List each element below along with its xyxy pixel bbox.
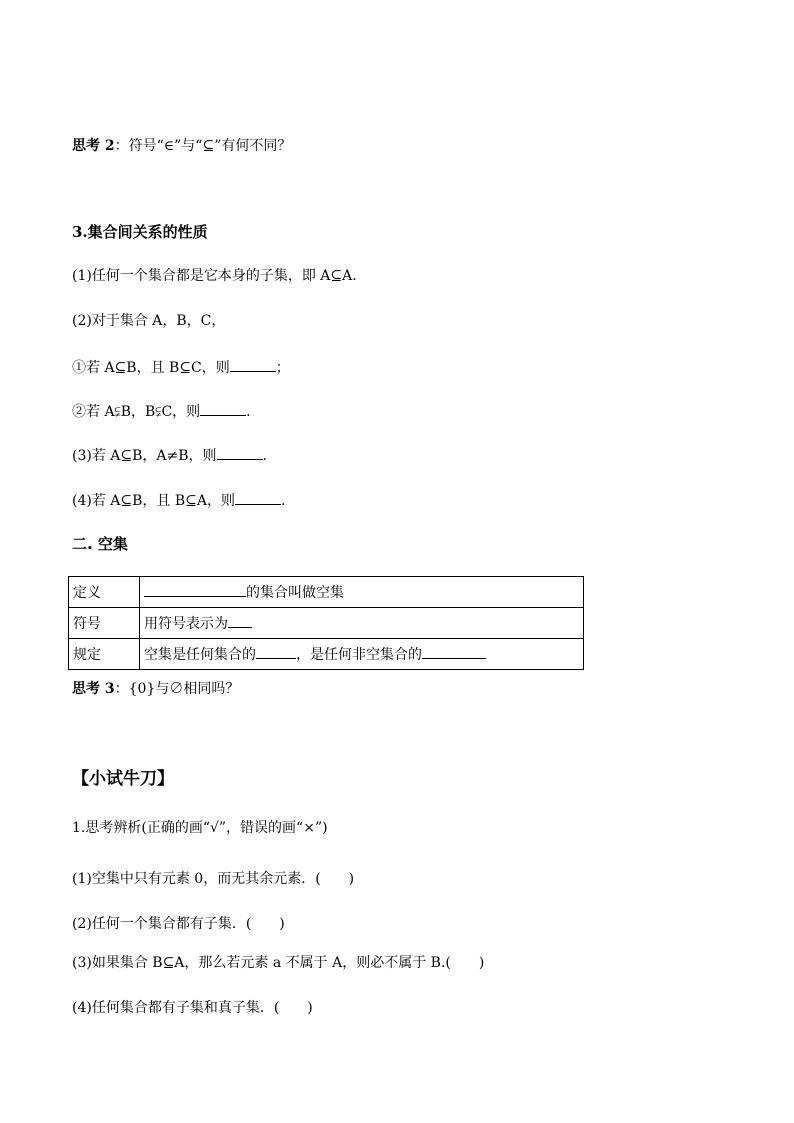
practice-title: 【小试牛刀】 xyxy=(72,769,174,789)
rule-text-b: ，是任何非空集合的 xyxy=(296,647,422,663)
p4-blank xyxy=(235,490,281,505)
section3-p2a xyxy=(72,357,290,377)
practice-q4: (4)任何集合都有子集和真子集．( ) xyxy=(72,1000,313,1016)
p3-text: (3)若 A⊆B，A≠B，则 xyxy=(72,448,217,464)
symbol-blank xyxy=(228,613,252,628)
empty-set-title: 二. 空集 xyxy=(72,535,128,553)
row-key-symbol: 符号 xyxy=(69,608,140,639)
p3-suffix: . xyxy=(262,448,267,464)
row-key-rule: 规定 xyxy=(69,639,140,670)
row-key-definition: 定义 xyxy=(69,577,140,608)
definition-blank xyxy=(144,582,246,597)
empty-set-table xyxy=(68,576,584,670)
p2b-text: ②若 A⫋B，B⫋C，则 xyxy=(72,404,201,420)
think3-text: ：{0}与∅相同吗？ xyxy=(114,681,240,697)
section3-p3 xyxy=(72,445,267,465)
practice-q3: (3)如果集合 B⊆A，那么若元素 a 不属于 A，则必不属于 B.( ) xyxy=(72,955,485,971)
think2-line xyxy=(72,137,291,155)
p2a-blank xyxy=(230,357,276,372)
section3-p2: (2)对于集合 A，B，C， xyxy=(72,313,226,329)
p3-blank xyxy=(217,445,263,460)
row-value-definition xyxy=(140,577,584,608)
practice-q1: (1)空集中只有元素 0，而无其余元素．( ) xyxy=(72,871,355,887)
rule-blank-a xyxy=(256,644,296,659)
row-value-rule xyxy=(140,639,584,670)
practice-intro: 1.思考辨析(正确的画“√”，错误的画“×”) xyxy=(72,820,328,836)
section3-title: 3.集合间关系的性质 xyxy=(72,223,208,241)
p2b-blank xyxy=(200,401,246,416)
section3-p2b xyxy=(72,401,251,421)
row-value-symbol xyxy=(140,608,584,639)
p4-text: (4)若 A⊆B，且 B⊆A，则 xyxy=(72,493,235,509)
think3-line xyxy=(72,680,239,698)
rule-blank-b xyxy=(422,644,486,659)
think2-label: 思考 2 xyxy=(72,138,115,154)
think2-text: ：符号“∈”与“⊆”有何不同？ xyxy=(114,138,292,154)
table-row xyxy=(69,608,584,639)
symbol-text: 用符号表示为 xyxy=(144,616,228,632)
rule-text-a: 空集是任何集合的 xyxy=(144,647,256,663)
section3-p1: (1)任何一个集合都是它本身的子集，即 A⊆A. xyxy=(72,268,357,284)
think3-label: 思考 3 xyxy=(72,681,115,697)
practice-q2: (2)任何一个集合都有子集．( ) xyxy=(72,916,285,932)
p2a-suffix: ； xyxy=(275,360,290,376)
table-row xyxy=(69,639,584,670)
p4-suffix: . xyxy=(281,493,286,509)
table-row xyxy=(69,577,584,608)
definition-text: 的集合叫做空集 xyxy=(246,585,344,601)
p2b-suffix: . xyxy=(246,404,251,420)
p2a-text: ①若 A⊆B，且 B⊆C，则 xyxy=(72,360,230,376)
section3-p4 xyxy=(72,490,285,510)
